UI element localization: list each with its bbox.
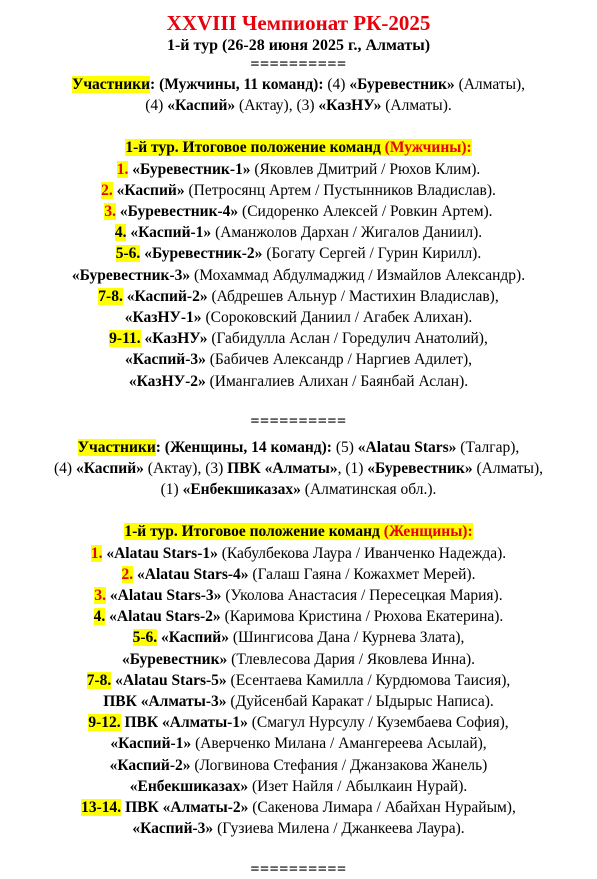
team-players: (Галаш Гаяна / Кожахмет Мерей). [252,565,476,583]
men-participants: Участники: (Мужчины, 11 команд): (4) «Буревестник» (Алматы), (4) «Каспий» (Актау), (3) «КазНУ» (Алматы). [71,76,526,115]
team-name: «Буревестник-2» [144,245,263,263]
team-players: (Бабичев Александр / Наргиев Адилет), [209,351,472,369]
place-number: 1. [116,160,129,178]
place-number: 2. [121,565,134,583]
team-players: (Петросянц Артем / Пустынников Владислав). [188,181,496,199]
participants-label: Участники [77,438,156,456]
team-players: (Яковлев Дмитрий / Рюхов Клим). [254,160,481,178]
team-players: (Абдрешев Альнур / Мастихин Владислав), [211,287,499,305]
team-players: (Мохаммад Абдулмаджид / Измайлов Александр). [194,266,526,284]
separator: ========== [250,860,347,878]
men-standings-list [0,159,597,392]
team-players: (Дуйсенбай Каракат / Ыдырыс Написа). [230,693,494,711]
team-name: «КазНУ-1» [124,309,202,327]
team-players: (Кабулбекова Лаура / Иванченко Надежда). [221,544,507,562]
place-number: 7-8. [98,287,123,305]
separator: ========== [250,56,347,73]
team-name: «Буревестник» [121,650,228,668]
standings-row [0,649,597,670]
team-players: (Аманжолов Дархан / Жигалов Даниил). [215,224,483,242]
team-name: «Alatau Stars-4» [137,565,249,583]
place-number: 9-11. [109,330,141,348]
standings-row [0,585,597,606]
standings-row [0,712,597,733]
standings-row [0,543,597,564]
separator: ========== [250,412,347,430]
place-number: 4. [114,224,127,242]
standings-row [0,159,597,180]
team-name: «Alatau Stars-2» [109,608,221,626]
team-players: (Изет Найля / Абылкаин Нурай). [251,777,468,795]
participants-label: Участники [71,76,151,93]
team-name: «Буревестник-1» [132,160,251,178]
team-name: «Каспий-1» [110,735,192,753]
document-subtitle: 1-й тур (26-28 июня 2025 г., Алматы) [166,37,431,54]
standings-row [0,201,597,222]
team-players: (Каримова Кристина / Рюхова Екатерина). [224,608,504,626]
standings-row [0,818,597,839]
team-name: «Енбекшиказах» [129,777,249,795]
standings-row [0,349,597,370]
team-name: ПВК «Алматы-2» [125,799,249,817]
team-name: «Каспий-3» [132,820,214,838]
men-standings-title: 1-й тур. Итоговое положение команд (Мужчины): [125,139,472,157]
team-name: «Каспий» [116,181,185,199]
standings-row [0,307,597,328]
team-name: «Каспий-2» [126,287,208,305]
women-participants: Участники: (Женщины, 14 команд): (5) «Alatau Stars» (Талгар), (4) «Каспий» (Актау), (3) ПВК «Алматы», (1) «Буревестник» (Алматы), (1) «Енбекшиказах» (Алматинская обл.). [54,438,543,499]
place-number: 13-14. [81,799,122,817]
place-number: 5-6. [115,245,141,263]
place-number: 3. [104,203,117,221]
standings-row [0,286,597,307]
team-players: (Смагул Нурсулу / Кузембаева София), [251,714,509,732]
team-players: (Гузиева Милена / Джанкеева Лаура). [217,820,465,838]
women-standings-list [0,543,597,840]
standings-row [0,243,597,264]
standings-row [0,180,597,201]
team-players: (Уколова Анастасия / Пересецкая Мария). [225,587,503,605]
standings-row [0,606,597,627]
place-number: 7-8. [86,671,112,689]
team-name: «Alatau Stars-5» [115,671,227,689]
standings-row [0,755,597,776]
team-players: (Логвинова Стефания / Джанзакова Жанель) [194,756,488,774]
standings-row [0,691,597,712]
standings-row [0,627,597,648]
team-name: «Буревестник-4» [119,203,239,221]
standings-row [0,776,597,797]
place-number: 4. [93,608,106,626]
standings-row [0,328,597,349]
place-number: 1. [90,544,103,562]
team-name: «Каспий» [160,629,229,647]
team-players: (Имангалиев Алихан / Баянбай Аслан). [209,372,469,390]
standings-row [0,797,597,818]
team-name: ПВК «Алматы-3» [103,693,227,711]
standings-row [0,564,597,585]
team-players: (Богату Сергей / Гурин Кирилл). [266,245,482,263]
standings-row [0,265,597,286]
place-number: 9-12. [88,714,121,732]
team-players: (Сидоренко Алексей / Ровкин Артем). [242,203,493,221]
team-players: (Аверченко Милана / Амангереева Асылай), [195,735,487,753]
team-name: «КазНУ-2» [128,372,206,390]
team-players: (Габидулла Аслан / Горедулич Анатолий), [211,330,488,348]
team-players: (Тлевлесова Дария / Яковлева Инна). [231,650,476,668]
team-name: «Каспий-2» [109,756,191,774]
document-title: XXVIII Чемпионат РК-2025 [166,11,431,35]
standings-row [0,371,597,392]
team-name: «Каспий-3» [125,351,206,369]
place-number: 5-6. [132,629,158,647]
team-name: «Alatau Stars-3» [109,587,222,605]
place-number: 3. [94,587,107,605]
team-name: «КазНУ» [144,330,208,348]
team-name: «Alatau Stars-1» [106,544,218,562]
standings-row [0,733,597,754]
women-standings-title: 1-й тур. Итоговое положение команд (Женщины): [124,523,473,541]
team-players: (Сороковский Даниил / Агабек Алихан). [205,309,473,327]
team-players: (Есентаева Камилла / Курдюмова Таисия), [230,671,511,689]
team-name: «Каспий-1» [130,224,212,242]
team-players: (Сакенова Лимара / Абайхан Нурайым), [252,799,516,817]
team-name: «Буревестник-3» [71,266,191,284]
place-number: 2. [101,181,113,199]
team-name: ПВК «Алматы-1» [124,714,248,732]
team-players: (Шингисова Дана / Курнева Злата), [232,629,465,647]
standings-row [0,670,597,691]
standings-row [0,222,597,243]
